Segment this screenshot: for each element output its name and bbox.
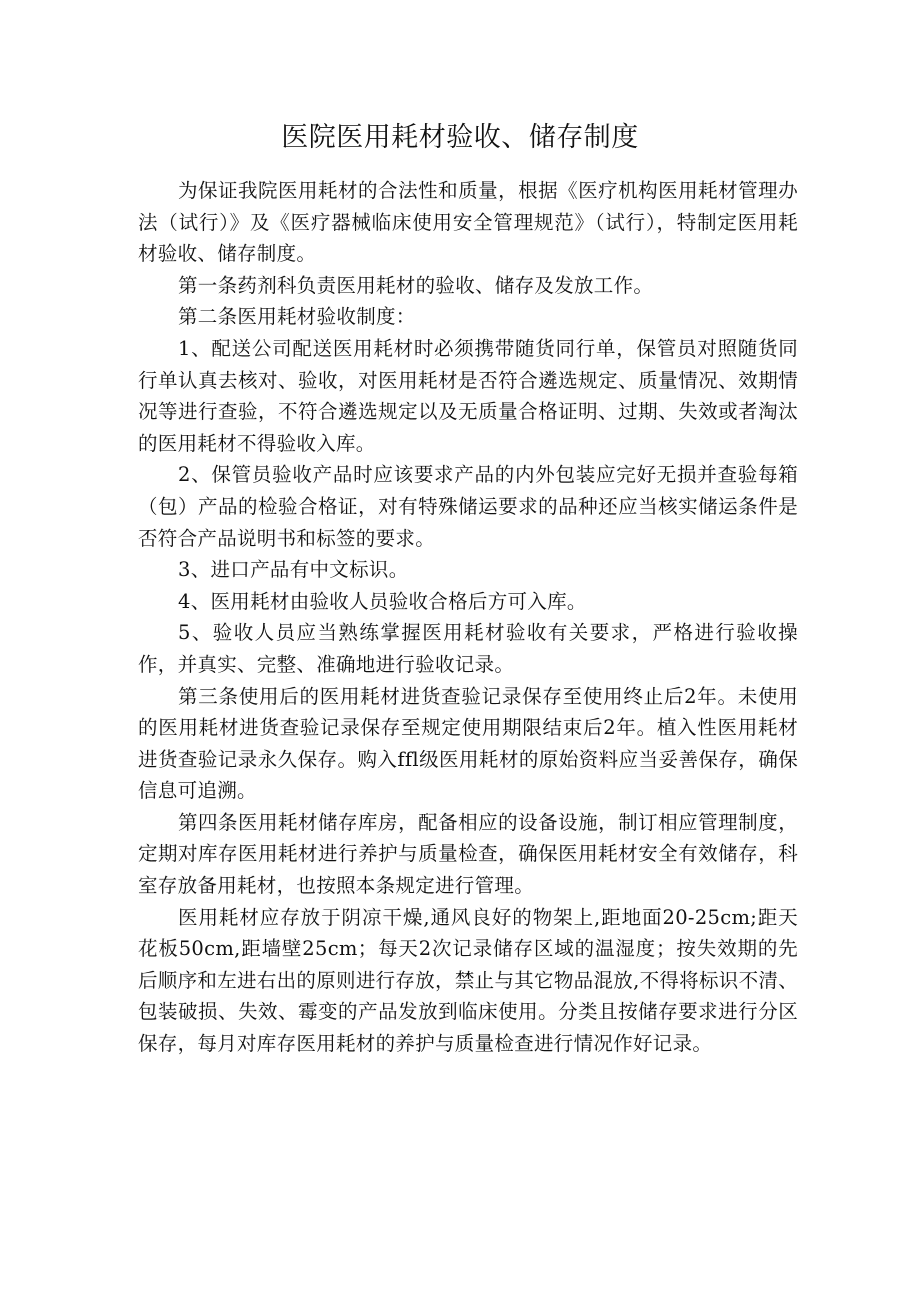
paragraph-item-1: 1、配送公司配送医用耗材时必须携带随货同行单，保管员对照随货同行单认真去核对、验收，对医用耗材是否符合遴选规定、质量情况、效期情况等进行查验，不符合遴选规定以及无质量合格证明、过期、失效或者淘汰的医用耗材不得验收入库。 xyxy=(138,336,798,455)
paragraph-article-4: 第四条医用耗材储存库房，配备相应的设备设施，制订相应管理制度，定期对库存医用耗材进行养护与质量检查，确保医用耗材安全有效储存，科室存放备用耗材，也按照本条规定进行管理。 xyxy=(138,810,798,898)
paragraph-item-2: 2、保管员验收产品时应该要求产品的内外包装应完好无损并查验每箱（包）产品的检验合格证，对有特殊储运要求的品种还应当核实储运条件是否符合产品说明书和标签的要求。 xyxy=(138,463,798,550)
document-title: 医院医用耗材验收、储存制度 xyxy=(281,122,639,153)
document-body xyxy=(138,175,798,1060)
paragraph-intro: 为保证我院医用耗材的合法性和质量，根据《医疗机构医用耗材管理办法（试行）》及《医疗器械临床使用安全管理规范》（试行），特制定医用耗材验收、储存制度。 xyxy=(138,179,798,266)
paragraph-storage-rules: 医用耗材应存放于阴凉干燥,通风良好的物架上,距地面20-25cm;距天花板50cm,距墙壁25cm；每天2次记录储存区域的温湿度；按失效期的先后顺序和左进右出的原则进行存放，禁止与其它物品混放,不得将标识不清、包装破损、失效、霉变的产品发放到临床使用。分类且按储存要求进行分区保存，每月对库存医用耗材的养护与质量检查进行情况作好记录。 xyxy=(138,905,798,1056)
paragraph-item-5: 5、验收人员应当熟练掌握医用耗材验收有关要求，严格进行验收操作，并真实、完整、准确地进行验收记录。 xyxy=(138,621,798,676)
paragraph-article-1: 第一条药剂科负责医用耗材的验收、储存及发放工作。 xyxy=(178,273,654,297)
paragraph-article-2: 第二条医用耗材验收制度： xyxy=(178,305,416,329)
paragraph-item-3: 3、进口产品有中文标识。 xyxy=(178,558,409,582)
paragraph-article-3: 第三条使用后的医用耗材进货查验记录保存至使用终止后2年。未使用的医用耗材进货查验记录保存至规定使用期限结束后2年。植入性医用耗材进货查验记录永久保存。购入ffl级医用耗材的原始资料应当妥善保存，确保信息可追溯。 xyxy=(138,684,798,803)
paragraph-item-4: 4、医用耗材由验收人员验收合格后方可入库。 xyxy=(178,589,587,613)
